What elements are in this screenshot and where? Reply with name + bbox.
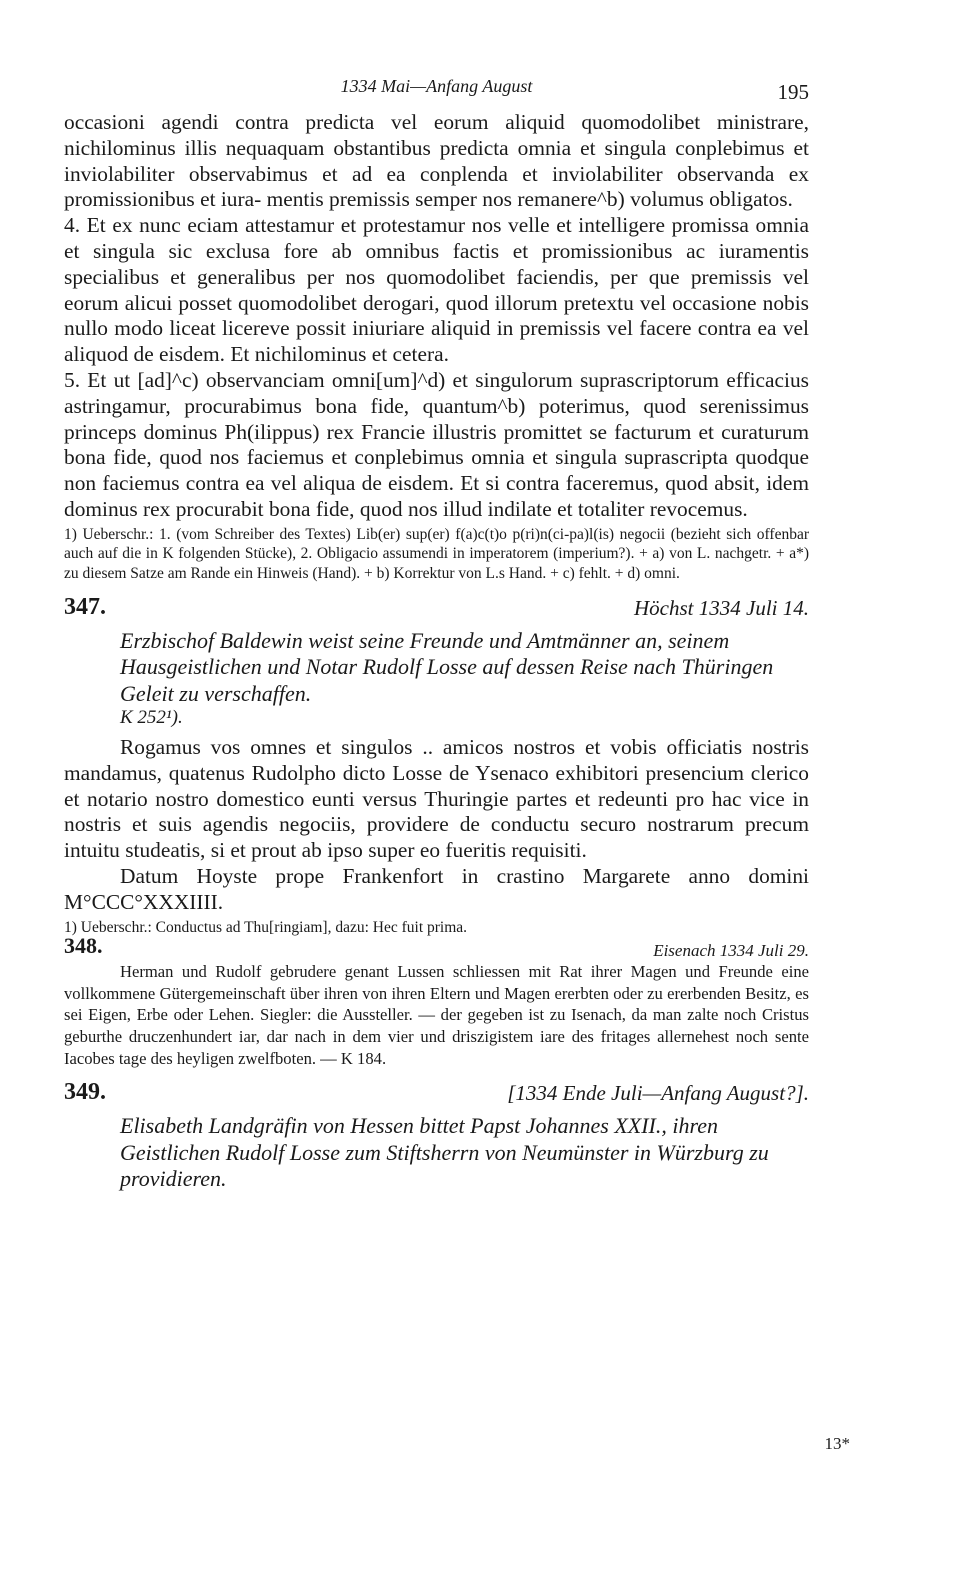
doc-349-header xyxy=(64,1079,809,1113)
running-head xyxy=(64,70,809,110)
signature-mark: 13* xyxy=(824,1434,850,1453)
doc-347-source: K 252¹). xyxy=(120,707,183,729)
line: mentis premissis semper nos remanere^b) volumus obligatos. xyxy=(266,187,793,212)
page-number: 195 xyxy=(777,80,809,104)
doc-number: 348. xyxy=(64,933,103,959)
paragraph-opening xyxy=(64,110,809,213)
doc-number: 347. xyxy=(64,593,106,620)
doc-347-text: Rogamus vos omnes et singulos .. amicos nostros et vobis officiatis nostris mandamus, quatenus Rudolpho dicto Losse de Ysenaco exhibitori presencium clerico et notario nostro domestico eunti versus Thuringie partes et redeunti pro hac vice in nostris et suis agendis negociis, providere de conductu securo nostrarum precum intuitu studeatis, si et prout ab ipso super eo fueritis requisiti. xyxy=(64,735,809,863)
doc-347-regest: Erzbischof Baldewin weist seine Freunde und Amtmänner an, seinem Hausgeistlichen und Notar Rudolf Losse auf dessen Reise nach Thüringen Geleit zu verschaffen. xyxy=(120,627,774,706)
section-4: 4. Et ex nunc eciam attestamur et protestamur nos velle et intelligere promissa omnia et singula sic exclusa fore ab omnibus factis et promissionibus ac iuramentis specialibus et generalibus per nos quomodolibet faciendis, per que premissis vel eorum alicui posset quomodolibet derogari, quod illorum pretextu vel occasione nobis nullo modo liceat licereve possit iniuriare aliquid in premissis vel facere contra ea vel aliquod de eisdem. Et nichilominus et cetera. xyxy=(64,213,809,367)
line: conplenda et inviolabiliter observanda ex promissionibus et iura- xyxy=(64,161,809,212)
doc-349-regest: Elisabeth Landgräfin von Hessen bittet Papst Johannes XXII., ihren Geistlichen Rudolf Losse zum Stiftsherrn von Neumünster in Würzburg zu providieren. xyxy=(120,1113,769,1192)
doc-number: 349. xyxy=(64,1079,106,1106)
doc-347-footnote: 1) Ueberschr.: Conductus ad Thu[ringiam], dazu: Hec fuit prima. xyxy=(64,918,468,936)
document-page xyxy=(64,70,809,1193)
doc-347-datum: Datum Hoyste prope Frankenfort in crastino Margarete anno domini M°CCC°XXXIIII. xyxy=(64,864,809,914)
doc-348-text: Herman und Rudolf gebrudere genant Lussen schliessen mit Rat ihrer Magen und Freunde eine vollkommene Gütergemeinschaft über ihren von ihren Eltern und Magen ererbten oder zu ererbenden Besitz, es sei Eigen, Erbe oder Lehen. Siegler: die Aussteller. — der gegeben ist zu Isenach, da man zalte noch Cristus geburthe druczenhundert iar, dar nach in dem vier und driszigistem iare des fritages allernehest noch sente Iacobes tage des heyligen zwelfboten. — K 184. xyxy=(64,962,809,1068)
running-title: 1334 Mai—Anfang August xyxy=(340,76,533,96)
doc-348-header xyxy=(64,933,809,961)
doc-347-header xyxy=(64,594,809,628)
footnotes-346: 1) Ueberschr.: 1. (vom Schreiber des Textes) Lib(er) sup(er) f(a)c(t)o p(ri)n(ci-pa)l(is) negocii (bezieht sich offenbar auch auf die in K folgenden Stücke), 2. Obligacio assumendi in imperatorem (imperium?). + a) von L. nachgetr. + a*) zu diesem Satze am Rande ein Hinweis (Hand). + b) Korrektur von L.s Hand. + c) fehlt. + d) omni. xyxy=(64,525,809,582)
doc-date: Höchst 1334 Juli 14. xyxy=(634,595,809,620)
section-5: 5. Et ut [ad]^c) observanciam omni[um]^d) et singulorum suprascriptorum efficacius astringamur, procurabimus bona fide, quantum^b) poterimus, quod serenissimus princeps dominus Ph(ilippus) rex Francie illustris promittet se facturum et curaturum bona fide, quod nos faciemus et conplebimus omnia et singula suprascripta quodque non faciemus contra ea vel aliqua de eisdem. Et si contra faceremus, quod absit, idem dominus rex procurabit bona fide, quod nos illud indilate et totaliter revocemus. xyxy=(64,367,809,521)
line: ministrare, nichilominus illis nequaquam obstantibus predicta omnia xyxy=(64,110,809,160)
doc-date: Eisenach 1334 Juli 29. xyxy=(653,941,809,961)
line: et singula conplebimus et inviolabiliter observabimus et ad ea xyxy=(64,135,809,186)
line: occasioni agendi contra predicta vel eorum aliquid quomodolibet xyxy=(64,110,701,134)
doc-date: [1334 Ende Juli—Anfang August?]. xyxy=(507,1081,809,1106)
